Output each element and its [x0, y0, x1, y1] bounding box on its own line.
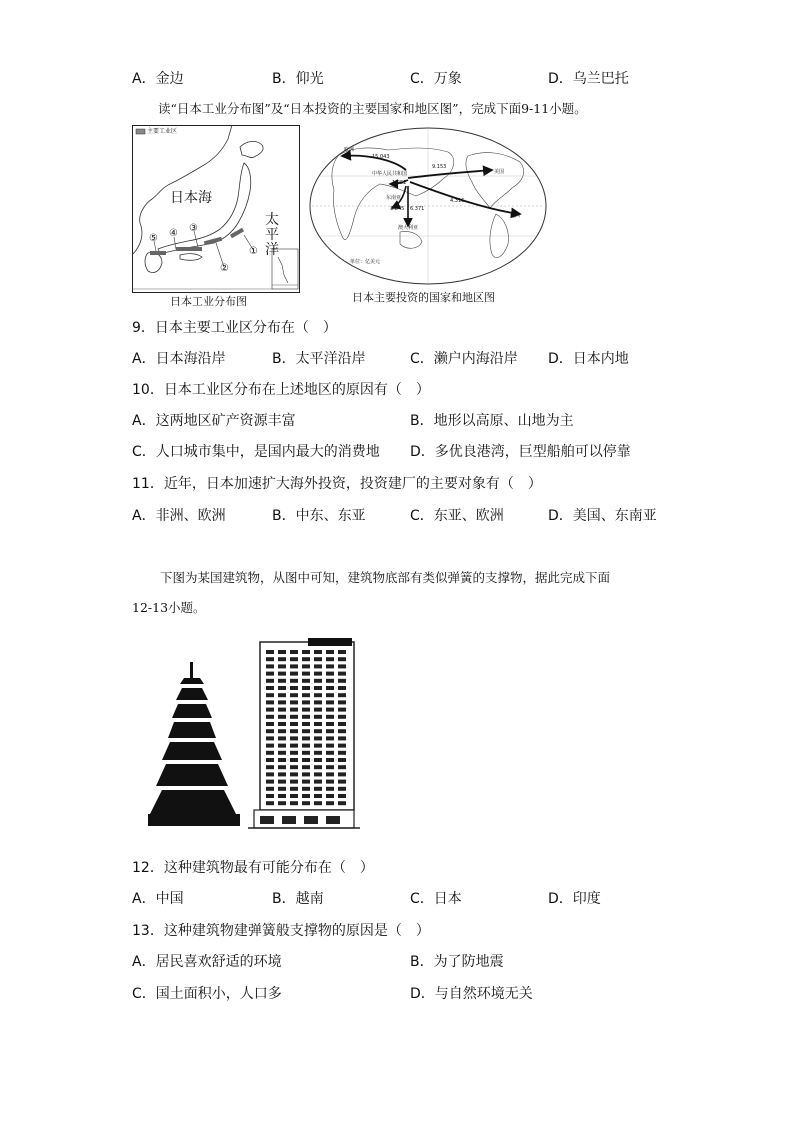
- q13-option-c: C．国土面积小，人口多: [132, 986, 282, 1002]
- q12-stem: 12．这种建筑物最有可能分布在（ ）: [132, 860, 374, 876]
- q8-option-a: A．金边: [132, 71, 184, 87]
- intro-12-13-line1: 下图为某国建筑物，从图中可知，建筑物底部有类似弹簧的支撑物，据此完成下面: [160, 570, 611, 585]
- japan-map-caption: 日本工业分布图: [170, 295, 247, 308]
- label-australia: 澳大利亚: [398, 225, 419, 231]
- q12-option-d: D．印度: [548, 891, 601, 907]
- q8-option-c: C．万象: [410, 71, 462, 87]
- value-china: 1.252: [392, 180, 407, 186]
- label-europe: 欧洲: [344, 147, 355, 153]
- q13-stem: 13．这种建筑物建弹簧般支撑物的原因是（ ）: [132, 923, 430, 939]
- q8-option-d: D．乌兰巴托: [548, 71, 629, 87]
- world-map-caption: 日本主要投资的国家和地区图: [352, 291, 495, 304]
- value-australia: 6.371: [410, 206, 425, 212]
- label-brazil: 巴西: [510, 213, 521, 219]
- q10-option-b: B．地形以高原、山地为主: [410, 413, 574, 429]
- q9-option-b: B．太平洋沿岸: [272, 351, 366, 367]
- q12-option-c: C．日本: [410, 891, 462, 907]
- q9-option-a: A．日本海沿岸: [132, 351, 226, 367]
- q10-option-c: C．人口城市集中，是国内最大的消费地: [132, 444, 380, 460]
- marker-4: ④: [169, 228, 178, 239]
- buildings-illustration: [148, 636, 360, 832]
- q11-option-c: C．东亚、欧洲: [410, 508, 504, 524]
- value-brazil: 4.316: [450, 198, 465, 204]
- marker-2: ②: [220, 263, 229, 274]
- marker-1: ①: [249, 246, 258, 257]
- q11-option-a: A．非洲、欧洲: [132, 508, 226, 524]
- japan-industry-map: [132, 125, 300, 293]
- investment-world-map: [308, 126, 548, 286]
- q13-option-b: B．为了防地震: [410, 954, 504, 970]
- intro-12-13-line2: 12-13小题。: [132, 600, 206, 615]
- sea-of-japan-label: 日本海: [170, 190, 212, 206]
- label-unit: 单位：亿美元: [350, 259, 381, 265]
- q9-option-c: C．濑户内海沿岸: [410, 351, 518, 367]
- q8-option-b: B．仰光: [272, 71, 324, 87]
- q13-option-d: D．与自然环境无关: [410, 986, 533, 1002]
- marker-5: ⑤: [149, 233, 158, 244]
- value-usa: 9.153: [432, 164, 447, 170]
- pacific-label: 太平洋: [265, 212, 279, 258]
- q12-option-b: B．越南: [272, 891, 324, 907]
- map-legend-label: 主要工业区: [147, 128, 178, 135]
- label-sea-asia: 东南亚: [386, 195, 402, 201]
- value-sea-asia: 3.845: [390, 206, 405, 212]
- q9-option-d: D．日本内地: [548, 351, 629, 367]
- label-usa: 美国: [494, 169, 505, 175]
- q13-option-a: A．居民喜欢舒适的环境: [132, 954, 282, 970]
- intro-9-11: 读“日本工业分布图”及“日本投资的主要国家和地区图”，完成下面9-11小题。: [158, 101, 587, 116]
- q11-option-d: D．美国、东南亚: [548, 508, 657, 524]
- q10-option-a: A．这两地区矿产资源丰富: [132, 413, 296, 429]
- value-europe: 15.043: [372, 154, 390, 160]
- q10-option-d: D．多优良港湾，巨型船舶可以停靠: [410, 444, 631, 460]
- q10-stem: 10．日本工业区分布在上述地区的原因有（ ）: [132, 382, 430, 398]
- q12-option-a: A．中国: [132, 891, 184, 907]
- q11-option-b: B．中东、东亚: [272, 508, 366, 524]
- label-china: 中华人民共和国: [372, 171, 408, 177]
- marker-3: ③: [189, 223, 198, 234]
- q9-stem: 9．日本主要工业区分布在（ ）: [132, 320, 337, 336]
- q11-stem: 11．近年，日本加速扩大海外投资，投资建厂的主要对象有（ ）: [132, 476, 542, 492]
